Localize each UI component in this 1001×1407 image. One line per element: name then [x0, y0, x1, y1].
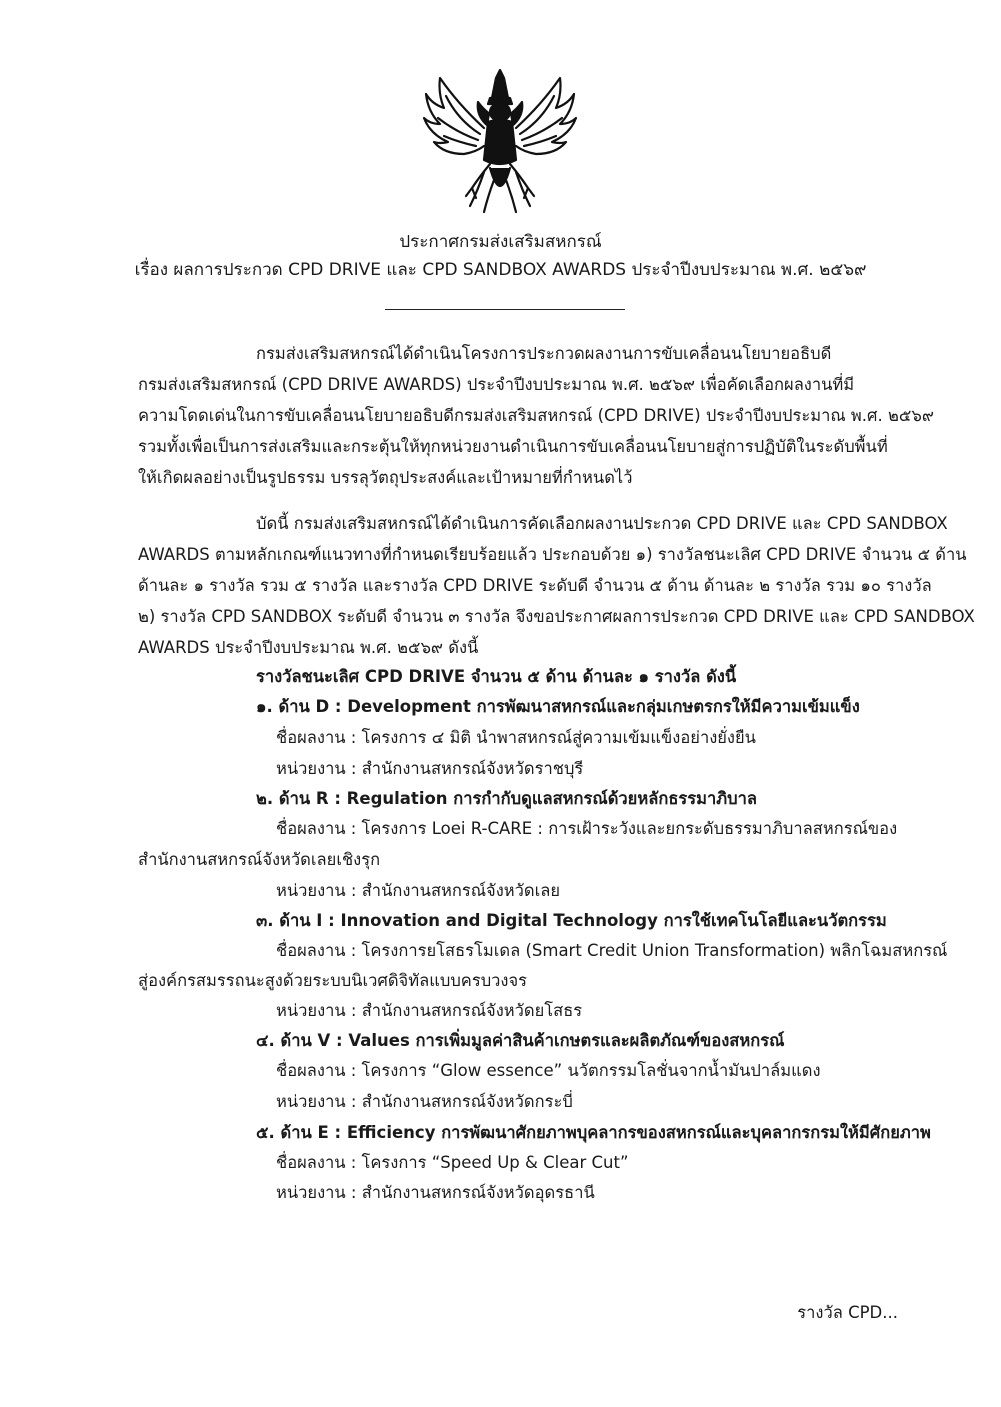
work-title-continued: สำนักงานสหกรณ์จังหวัดเลยเชิงรุก	[138, 850, 381, 869]
category-heading: ๕. ด้าน E : Efficiency การพัฒนาศักยภาพบุคลากรของสหกรณ์และบุคลากรกรมให้มีศักยภาพ	[256, 1123, 931, 1142]
announcement-line: AWARDS ตามหลักเกณฑ์แนวทางที่กำหนดเรียบร้อยแล้ว ประกอบด้วย ๑) รางวัลชนะเลิศ CPD DRIVE จำนวน ๕ ด้าน	[138, 545, 967, 564]
work-unit: หน่วยงาน : สำนักงานสหกรณ์จังหวัดยโสธร	[276, 1001, 583, 1020]
announcement-line: ๒) รางวัล CPD SANDBOX ระดับดี จำนวน ๓ รางวัล จึงขอประกาศผลการประกวด CPD DRIVE และ CPD SANDBOX	[138, 607, 975, 626]
work-title: ชื่อผลงาน : โครงการ “Glow essence” นวัตกรรมโลชั่นจากน้ำมันปาล์มแดง	[276, 1061, 821, 1080]
announcement-subject: เรื่อง ผลการประกวด CPD DRIVE และ CPD SANDBOX AWARDS ประจำปีงบประมาณ พ.ศ. ๒๕๖๙	[134, 260, 867, 280]
intro-line: ให้เกิดผลอย่างเป็นรูปธรรม บรรลุวัตถุประสงค์และเป้าหมายที่กำหนดไว้	[138, 468, 633, 487]
announcement-line: ด้านละ ๑ รางวัล รวม ๕ รางวัล และรางวัล CPD DRIVE ระดับดี จำนวน ๕ ด้าน ด้านละ ๒ รางวัล รวม ๑๐ รางวัล	[138, 576, 932, 595]
continuation-footer: รางวัล CPD...	[797, 1303, 898, 1322]
work-title: ชื่อผลงาน : โครงการ ๔ มิติ นำพาสหกรณ์สู่ความเข้มแข็งอย่างยั่งยืน	[276, 728, 756, 747]
work-unit: หน่วยงาน : สำนักงานสหกรณ์จังหวัดเลย	[276, 881, 561, 900]
intro-line: รวมทั้งเพื่อเป็นการส่งเสริมและกระตุ้นให้ทุกหน่วยงานดำเนินการขับเคลื่อนนโยบายสู่การปฏิบัติในระดับพื้นที่	[138, 437, 888, 456]
garuda-emblem-icon	[418, 64, 582, 216]
announcement-line: AWARDS ประจำปีงบประมาณ พ.ศ. ๒๕๖๙ ดังนี้	[138, 638, 479, 657]
winners-heading: รางวัลชนะเลิศ CPD DRIVE จำนวน ๕ ด้าน ด้านละ ๑ รางวัล ดังนี้	[256, 667, 737, 686]
work-title: ชื่อผลงาน : โครงการ Loei R-CARE : การเฝ้าระวังและยกระดับธรรมาภิบาลสหกรณ์ของ	[276, 819, 898, 838]
work-unit: หน่วยงาน : สำนักงานสหกรณ์จังหวัดกระบี่	[276, 1092, 573, 1111]
work-unit: หน่วยงาน : สำนักงานสหกรณ์จังหวัดอุดรธานี	[276, 1183, 595, 1202]
intro-line: ความโดดเด่นในการขับเคลื่อนนโยบายอธิบดีกรมส่งเสริมสหกรณ์ (CPD DRIVE) ประจำปีงบประมาณ พ.ศ. ๒๕๖๙	[138, 406, 934, 425]
announcement-title: ประกาศกรมส่งเสริมสหกรณ์	[399, 232, 602, 252]
category-heading: ๔. ด้าน V : Values การเพิ่มมูลค่าสินค้าเกษตรและผลิตภัณฑ์ของสหกรณ์	[256, 1031, 785, 1050]
category-heading: ๓. ด้าน I : Innovation and Digital Technology การใช้เทคโนโลยีและนวัตกรรม	[256, 911, 887, 930]
announcement-paragraph	[138, 508, 975, 663]
work-title: ชื่อผลงาน : โครงการยโสธรโมเดล (Smart Credit Union Transformation) พลิกโฉมสหกรณ์	[276, 941, 948, 960]
work-unit: หน่วยงาน : สำนักงานสหกรณ์จังหวัดราชบุรี	[276, 759, 584, 778]
title-divider	[385, 309, 625, 310]
work-title: ชื่อผลงาน : โครงการ “Speed Up & Clear Cut”	[276, 1153, 629, 1172]
announcement-line: บัดนี้ กรมส่งเสริมสหกรณ์ได้ดำเนินการคัดเลือกผลงานประกวด CPD DRIVE และ CPD SANDBOX	[256, 514, 948, 533]
work-title-continued: สู่องค์กรสมรรถนะสูงด้วยระบบนิเวศดิจิทัลแบบครบวงจร	[138, 971, 528, 990]
category-heading: ๒. ด้าน R : Regulation การกำกับดูแลสหกรณ์ด้วยหลักธรรมาภิบาล	[256, 789, 757, 808]
category-heading: ๑. ด้าน D : Development การพัฒนาสหกรณ์และกลุ่มเกษตรกรให้มีความเข้มแข็ง	[256, 697, 860, 716]
intro-line: กรมส่งเสริมสหกรณ์ (CPD DRIVE AWARDS) ประจำปีงบประมาณ พ.ศ. ๒๕๖๙ เพื่อคัดเลือกผลงานที่มี	[138, 375, 855, 394]
intro-line: กรมส่งเสริมสหกรณ์ได้ดำเนินโครงการประกวดผลงานการขับเคลื่อนนโยบายอธิบดี	[256, 344, 832, 363]
intro-paragraph	[138, 338, 934, 493]
